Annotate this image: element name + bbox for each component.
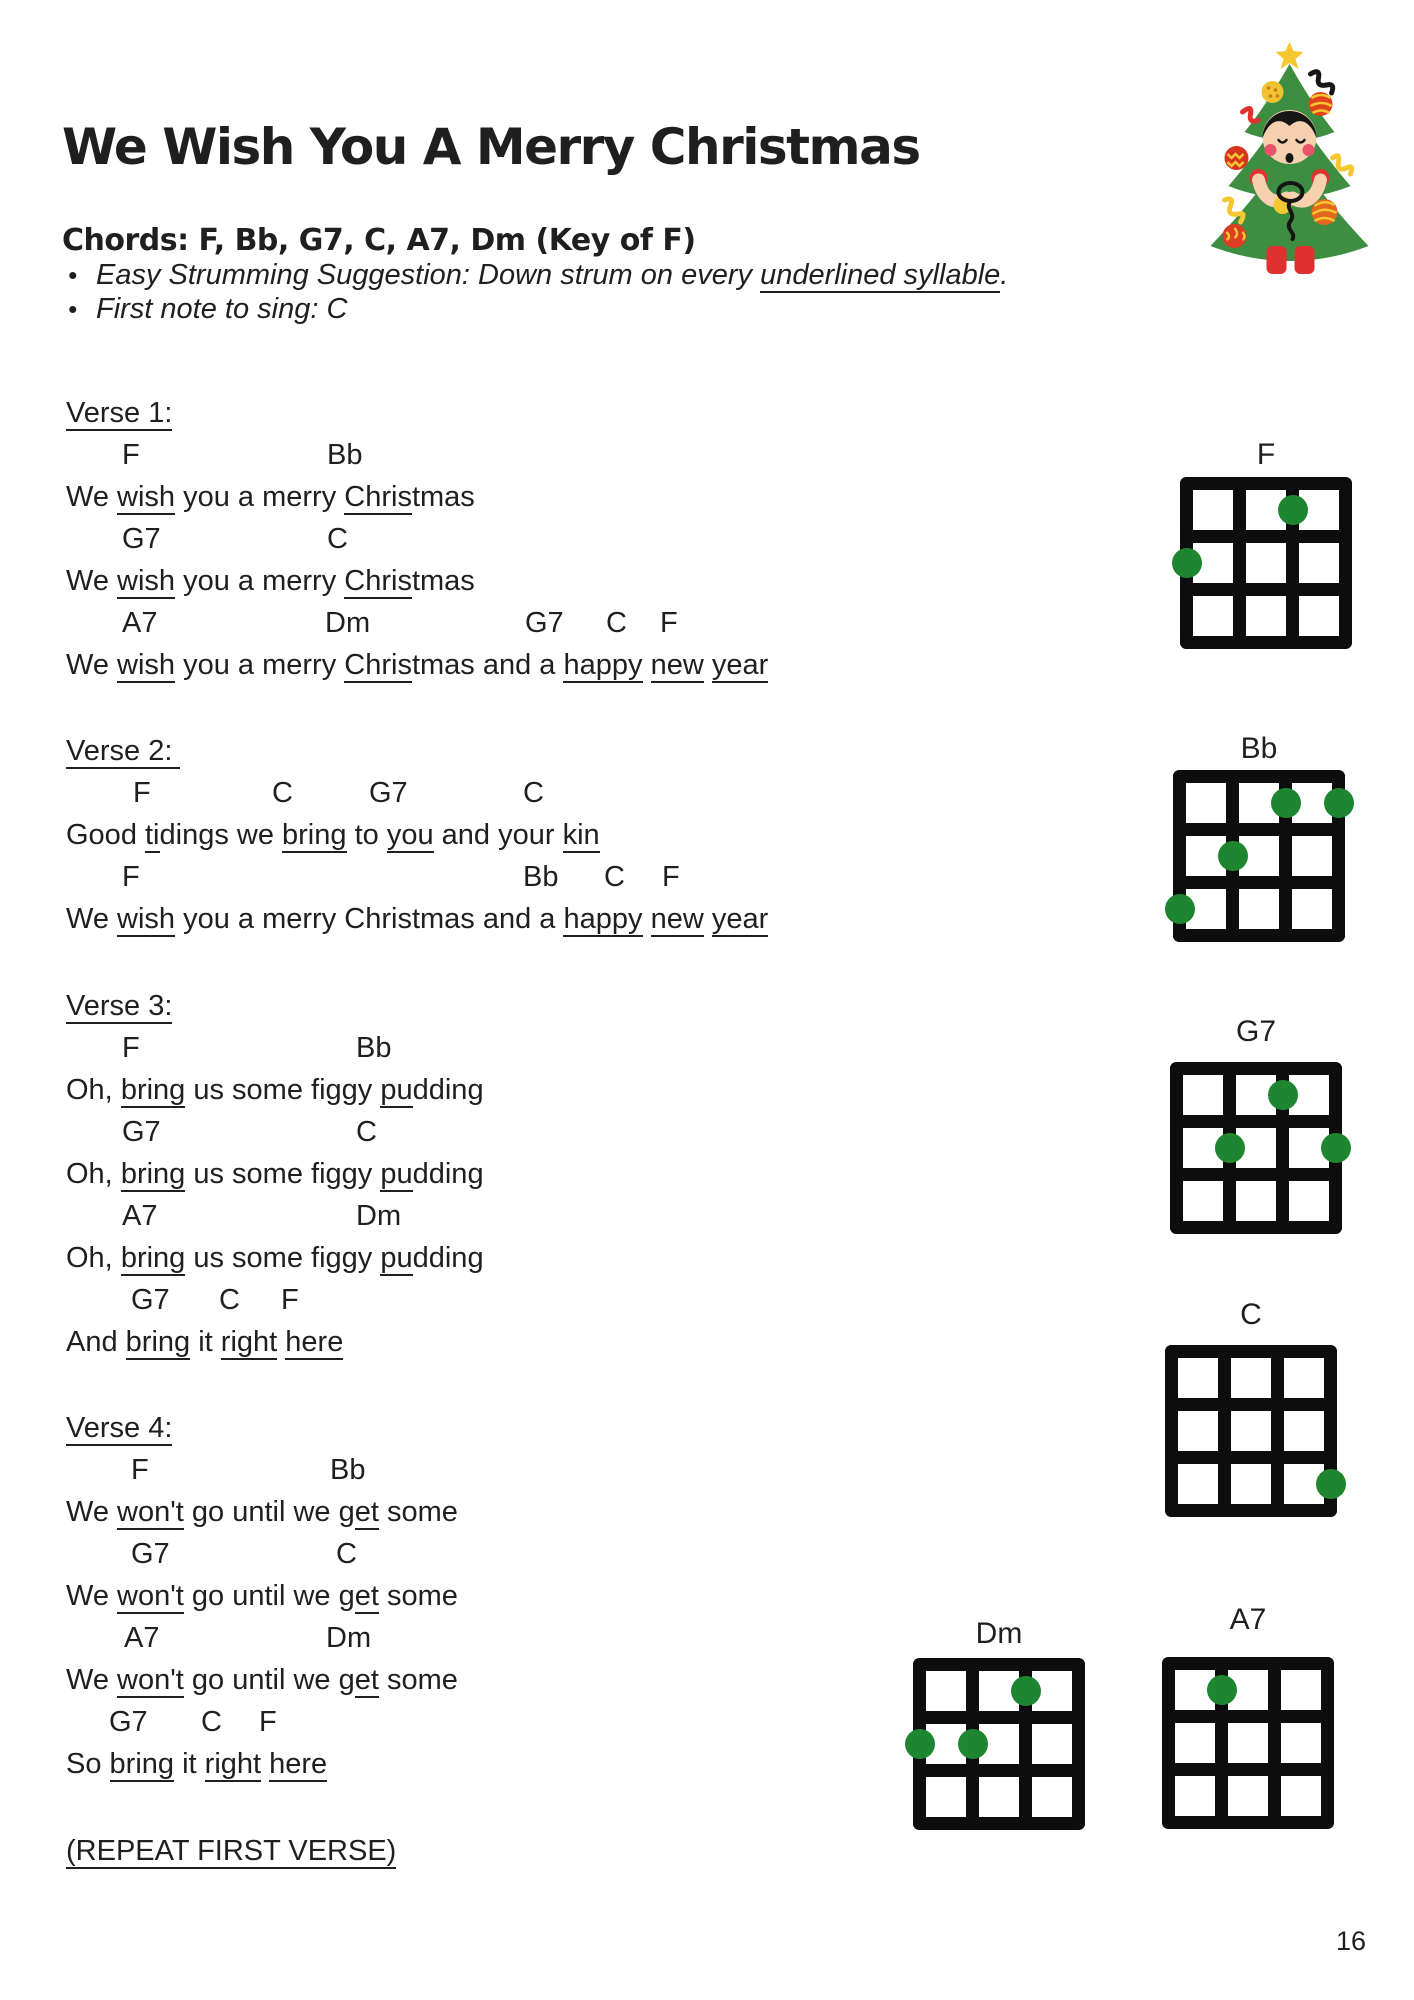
lyric-text: Oh,: [66, 1074, 121, 1106]
chord-label: Dm: [326, 1622, 372, 1654]
underlined-syllable: bring: [120, 1158, 186, 1190]
fretboard-grid: [1162, 1657, 1334, 1829]
finger-dot: [1165, 894, 1195, 924]
finger-dot: [1321, 1133, 1351, 1163]
chord-label: C: [336, 1538, 357, 1570]
verse-heading: Verse 2:: [66, 735, 181, 767]
verse-heading: Verse 1:: [66, 397, 173, 429]
finger-dot: [905, 1729, 935, 1759]
chord-label: F: [660, 607, 678, 639]
underlined-syllable: ti: [145, 819, 160, 851]
lyric-text: Oh,: [66, 1242, 121, 1274]
fret-line: [1165, 1345, 1337, 1358]
lyric-text: tmas: [411, 565, 475, 597]
lyric-text: you a merry: [175, 481, 345, 513]
lyric-text: [643, 649, 651, 681]
chord-label: A7: [124, 1622, 160, 1654]
fret-line: [1170, 1221, 1342, 1234]
lyric-line: [0, 644, 1414, 686]
chord-diagram-g7: [1170, 1015, 1342, 1234]
chord-diagram-bb: [1173, 732, 1345, 942]
fret-line: [1170, 1115, 1342, 1128]
chord-label: Bb: [327, 439, 363, 471]
chord-label: G7: [131, 1538, 170, 1570]
chord-label: Dm: [356, 1200, 402, 1232]
string-line: [1072, 1658, 1085, 1830]
string-line: [1268, 1657, 1281, 1829]
finger-dot: [1172, 548, 1202, 578]
chord-label: G7: [525, 607, 564, 639]
lyric-text: [261, 1748, 269, 1780]
chord-row: [0, 1533, 1414, 1575]
lyric-text: it: [190, 1326, 221, 1358]
lyric-text: Good: [66, 819, 145, 851]
note-text: .: [1000, 259, 1009, 291]
lyric-text: [643, 903, 651, 935]
string-line: [1339, 477, 1352, 649]
chord-label: Bb: [330, 1454, 366, 1486]
fretboard-grid: [1173, 770, 1345, 942]
fret-line: [913, 1658, 1085, 1671]
finger-dot: [1278, 495, 1308, 525]
lyric-text: to: [346, 819, 387, 851]
finger-dot: [1316, 1469, 1346, 1499]
lyric-text: dding: [412, 1074, 484, 1106]
underlined-syllable: bring: [282, 819, 347, 851]
underlined-syllable: et: [354, 1580, 379, 1612]
lyric-text: you a merry Christmas and a: [175, 903, 564, 935]
fret-line: [1173, 823, 1345, 836]
fretboard-grid: [913, 1658, 1085, 1830]
underlined-syllable: here: [285, 1326, 344, 1358]
chord-diagram-c: [1165, 1298, 1337, 1517]
fret-line: [913, 1817, 1085, 1830]
finger-dot: [1215, 1133, 1245, 1163]
lyric-text: dings we: [159, 819, 283, 851]
lyric-line: [0, 1237, 1414, 1279]
underlined-syllable: here: [269, 1748, 328, 1780]
underlined-syllable: right: [220, 1326, 278, 1358]
lyric-text: We: [66, 903, 118, 935]
chord-label: C: [604, 861, 625, 893]
underlined-syllable: won't: [117, 1664, 184, 1696]
underlined-syllable: wish: [117, 565, 176, 597]
lyric-text: some: [378, 1496, 458, 1528]
chord-diagram-label: A7: [1229, 1603, 1267, 1636]
lyric-text: We: [66, 481, 118, 513]
lyric-text: and your: [433, 819, 563, 851]
christmas-tree-singer-illustration: [1180, 40, 1395, 280]
string-line: [1162, 1657, 1175, 1829]
underlined-syllable: bring: [120, 1074, 186, 1106]
lyric-text: We: [66, 565, 118, 597]
underlined-syllable: happy: [563, 649, 643, 681]
underlined-text: underlined syllable: [760, 259, 1001, 291]
fret-line: [1180, 530, 1352, 543]
note-text: First note to sing: C: [96, 293, 348, 325]
chord-diagram-label: C: [1240, 1298, 1262, 1331]
chord-label: A7: [122, 607, 158, 639]
finger-dot: [1324, 788, 1354, 818]
note-text: Easy Strumming Suggestion: Down strum on every: [96, 259, 761, 291]
chord-label: Dm: [325, 607, 371, 639]
underlined-syllable: right: [204, 1748, 262, 1780]
fret-line: [1162, 1816, 1334, 1829]
chord-diagram-a7: [1162, 1603, 1334, 1829]
lyric-text: you a merry: [175, 649, 345, 681]
fret-line: [913, 1764, 1085, 1777]
fret-line: [1180, 636, 1352, 649]
lyric-text: tmas and a: [411, 649, 564, 681]
underlined-syllable: year: [711, 903, 769, 935]
string-line: [1170, 1062, 1183, 1234]
chord-label: F: [122, 861, 140, 893]
underlined-syllable: wish: [117, 903, 176, 935]
underlined-syllable: won't: [117, 1580, 184, 1612]
finger-dot: [1271, 788, 1301, 818]
fret-line: [1173, 929, 1345, 942]
underlined-syllable: Chris: [344, 649, 412, 681]
lyric-text: Oh,: [66, 1158, 121, 1190]
fret-line: [1165, 1504, 1337, 1517]
lyric-text: some: [378, 1664, 458, 1696]
string-line: [1233, 477, 1246, 649]
lyric-text: you a merry: [175, 565, 345, 597]
chord-label: A7: [122, 1200, 158, 1232]
chord-label: G7: [131, 1284, 170, 1316]
verse-heading-row: [0, 392, 1414, 434]
lyric-text: some: [378, 1580, 458, 1612]
underlined-syllable: bring: [125, 1326, 191, 1358]
underlined-syllable: wish: [117, 481, 176, 513]
chord-label: F: [131, 1454, 149, 1486]
lyric-text: And: [66, 1326, 126, 1358]
fret-line: [1162, 1763, 1334, 1776]
chord-label: C: [219, 1284, 240, 1316]
lyric-text: go until we g: [183, 1580, 355, 1612]
finger-dot: [1011, 1676, 1041, 1706]
finger-dot: [1207, 1675, 1237, 1705]
string-line: [1271, 1345, 1284, 1517]
fret-line: [1170, 1168, 1342, 1181]
underlined-syllable: bring: [109, 1748, 175, 1780]
string-line: [1165, 1345, 1178, 1517]
underlined-syllable: pu: [380, 1242, 413, 1274]
finger-dot: [958, 1729, 988, 1759]
lyric-text: [704, 903, 712, 935]
chord-label: C: [523, 777, 544, 809]
notes-list: [66, 258, 1008, 326]
lyric-text: dding: [412, 1158, 484, 1190]
chord-label: F: [133, 777, 151, 809]
lyric-text: us some figgy: [185, 1074, 381, 1106]
chord-label: Bb: [356, 1032, 392, 1064]
chord-label: G7: [109, 1706, 148, 1738]
underlined-syllable: et: [354, 1664, 379, 1696]
fretboard-grid: [1180, 477, 1352, 649]
fret-line: [1162, 1710, 1334, 1723]
chord-diagram-f: [1180, 438, 1352, 649]
lyric-text: We: [66, 1496, 118, 1528]
lyric-text: go until we g: [183, 1496, 355, 1528]
string-line: [1321, 1657, 1334, 1829]
lyric-text: So: [66, 1748, 110, 1780]
lyric-text: We: [66, 1664, 118, 1696]
chord-label: F: [122, 1032, 140, 1064]
fretboard-grid: [1165, 1345, 1337, 1517]
lyric-text: us some figgy: [185, 1242, 381, 1274]
underlined-syllable: kin: [562, 819, 600, 851]
lyric-text: We: [66, 1580, 118, 1612]
lyric-text: We: [66, 649, 118, 681]
chord-label: C: [606, 607, 627, 639]
underlined-syllable: you: [386, 819, 434, 851]
note-item: [66, 258, 1008, 292]
underlined-syllable: pu: [380, 1158, 413, 1190]
underlined-syllable: won't: [117, 1496, 184, 1528]
underlined-syllable: wish: [117, 649, 176, 681]
underlined-syllable: year: [711, 649, 769, 681]
finger-dot: [1268, 1080, 1298, 1110]
chord-label: C: [201, 1706, 222, 1738]
underlined-syllable: new: [650, 649, 704, 681]
chord-label: F: [281, 1284, 299, 1316]
fret-line: [913, 1711, 1085, 1724]
fret-line: [1180, 477, 1352, 490]
fretboard-grid: [1170, 1062, 1342, 1234]
lyric-text: us some figgy: [185, 1158, 381, 1190]
underlined-syllable: et: [354, 1496, 379, 1528]
note-item: [66, 292, 1008, 326]
chord-label: F: [662, 861, 680, 893]
lyric-text: tmas: [411, 481, 475, 513]
lyric-text: dding: [412, 1242, 484, 1274]
finger-dot: [1218, 841, 1248, 871]
fret-line: [1180, 583, 1352, 596]
chord-diagram-label: G7: [1235, 1015, 1277, 1048]
chord-label: Bb: [523, 861, 559, 893]
underlined-syllable: Chris: [344, 481, 412, 513]
chord-diagram-label: Bb: [1240, 732, 1278, 765]
underlined-syllable: Chris: [344, 565, 412, 597]
verse-heading: Verse 4:: [66, 1412, 173, 1444]
fret-line: [1173, 770, 1345, 783]
lyric-text: [704, 649, 712, 681]
chord-diagram-label: F: [1256, 438, 1276, 471]
repeat-note-text: (REPEAT FIRST VERSE): [66, 1835, 397, 1867]
chord-diagram-dm: [913, 1617, 1085, 1830]
fret-line: [1173, 876, 1345, 889]
lyric-text: it: [174, 1748, 205, 1780]
chord-label: F: [259, 1706, 277, 1738]
page-title: We Wish You A Merry Christmas: [62, 117, 920, 176]
repeat-note: [66, 1830, 396, 1872]
page-subtitle: Chords: F, Bb, G7, C, A7, Dm (Key of F): [62, 222, 696, 258]
lyric-text: go until we g: [183, 1664, 355, 1696]
chord-diagram-label: Dm: [975, 1617, 1023, 1650]
chord-label: G7: [369, 777, 408, 809]
chord-label: G7: [122, 1116, 161, 1148]
chord-label: G7: [122, 523, 161, 555]
chord-label: C: [356, 1116, 377, 1148]
chord-label: C: [272, 777, 293, 809]
underlined-syllable: new: [650, 903, 704, 935]
underlined-syllable: happy: [563, 903, 643, 935]
underlined-syllable: pu: [380, 1074, 413, 1106]
fret-line: [1165, 1451, 1337, 1464]
chord-label: F: [122, 439, 140, 471]
fret-line: [1162, 1657, 1334, 1670]
page-number: 16: [1336, 1926, 1367, 1956]
underlined-syllable: bring: [120, 1242, 186, 1274]
verse-heading: Verse 3:: [66, 990, 173, 1022]
string-line: [1218, 1345, 1231, 1517]
chord-label: C: [327, 523, 348, 555]
fret-line: [1170, 1062, 1342, 1075]
fret-line: [1165, 1398, 1337, 1411]
